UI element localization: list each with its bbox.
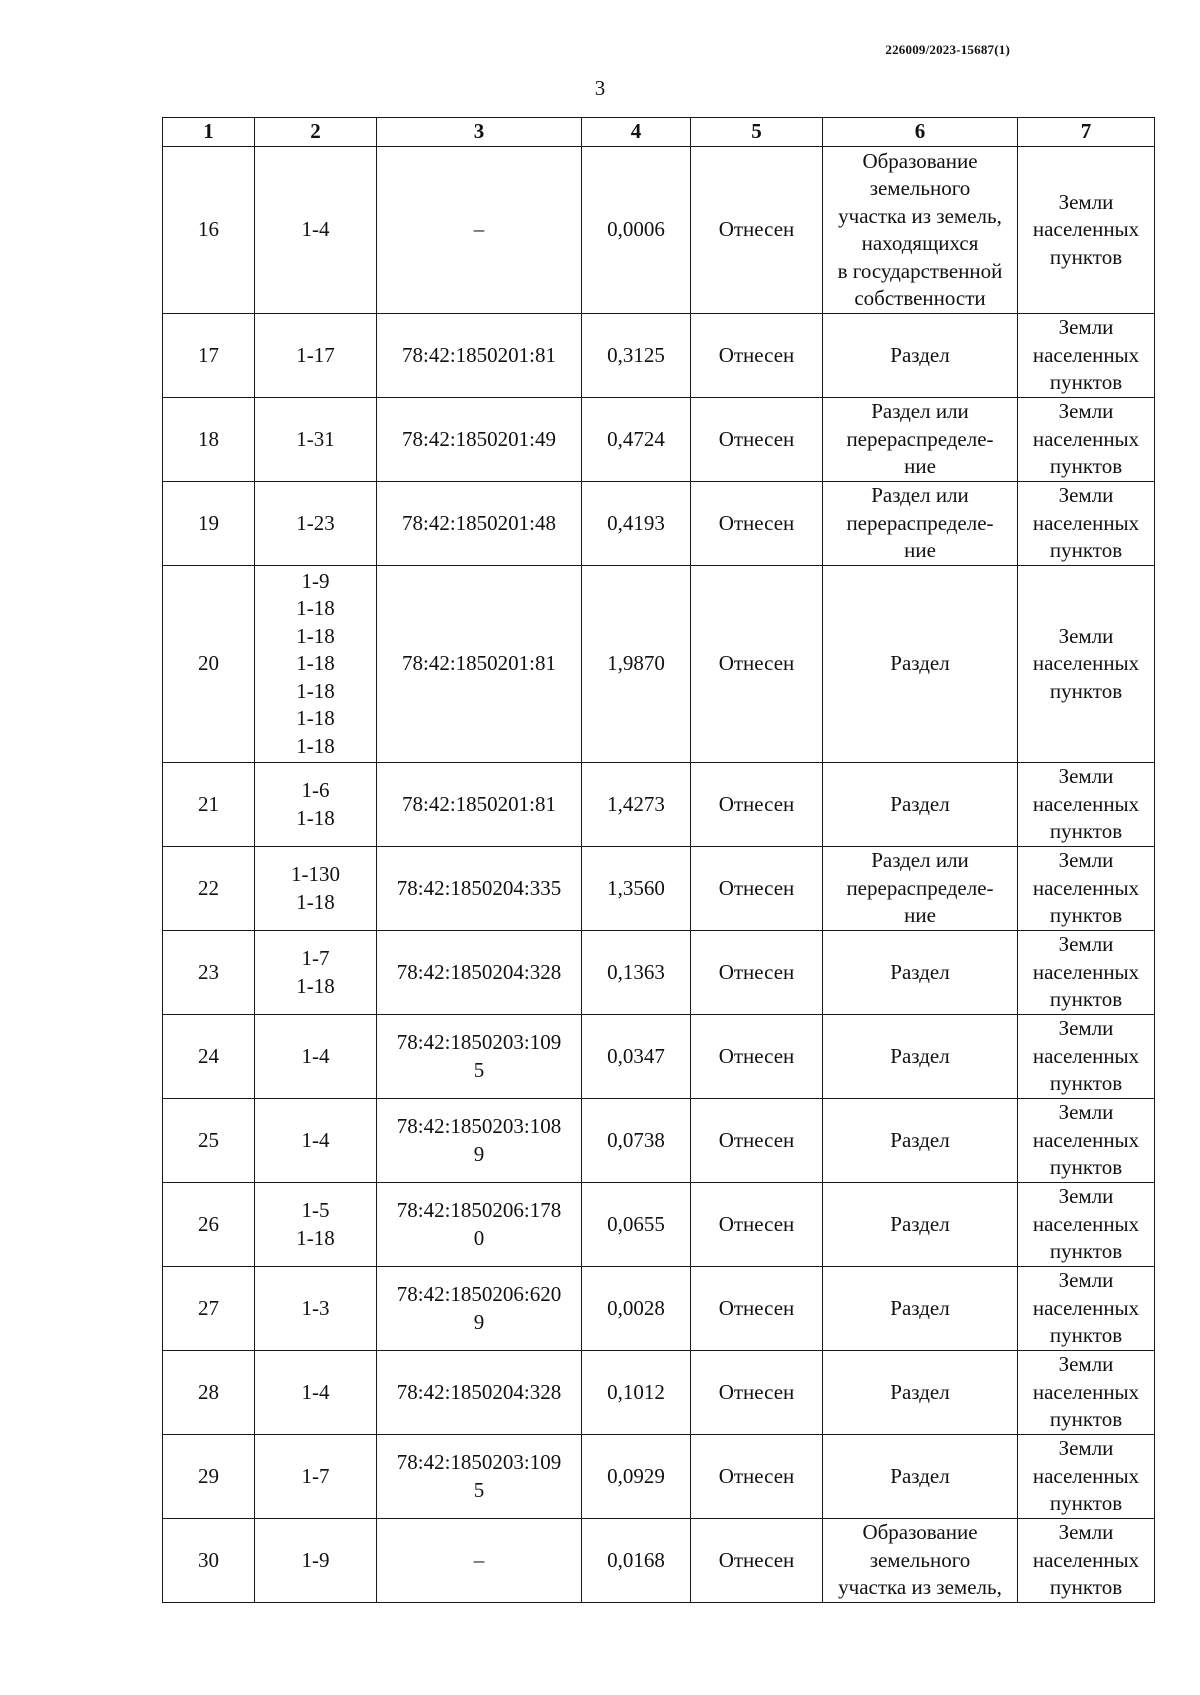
land-category-cell: Земли населенных пунктов bbox=[1018, 763, 1155, 847]
plot-numbers-cell: 1-31 bbox=[255, 398, 377, 482]
row-number-cell: 23 bbox=[163, 931, 255, 1015]
row-number-cell: 27 bbox=[163, 1267, 255, 1351]
land-category-cell: Земли населенных пунктов bbox=[1018, 931, 1155, 1015]
land-category-cell: Земли населенных пунктов bbox=[1018, 1015, 1155, 1099]
area-cell: 0,0738 bbox=[582, 1099, 691, 1183]
plot-numbers-cell: 1-5 1-18 bbox=[255, 1183, 377, 1267]
formation-method-cell: Раздел bbox=[823, 1015, 1018, 1099]
table-row bbox=[163, 847, 1155, 931]
status-cell: Отнесен bbox=[691, 763, 823, 847]
row-number-cell: 22 bbox=[163, 847, 255, 931]
area-cell: 1,3560 bbox=[582, 847, 691, 931]
cadastral-number-cell: 78:42:1850206:620 9 bbox=[377, 1267, 582, 1351]
status-cell: Отнесен bbox=[691, 1519, 823, 1603]
area-cell: 0,0929 bbox=[582, 1435, 691, 1519]
row-number-cell: 18 bbox=[163, 398, 255, 482]
cadastral-number-cell: 78:42:1850204:328 bbox=[377, 931, 582, 1015]
table-row bbox=[163, 1351, 1155, 1435]
cadastral-number-cell: – bbox=[377, 1519, 582, 1603]
land-category-cell: Земли населенных пунктов bbox=[1018, 1351, 1155, 1435]
cadastral-number-cell: 78:42:1850203:109 5 bbox=[377, 1435, 582, 1519]
table-header-row bbox=[163, 118, 1155, 147]
plot-numbers-cell: 1-4 bbox=[255, 147, 377, 314]
row-number-cell: 26 bbox=[163, 1183, 255, 1267]
status-cell: Отнесен bbox=[691, 931, 823, 1015]
table-row bbox=[163, 763, 1155, 847]
cadastral-number-cell: 78:42:1850206:178 0 bbox=[377, 1183, 582, 1267]
status-cell: Отнесен bbox=[691, 1267, 823, 1351]
row-number-cell: 25 bbox=[163, 1099, 255, 1183]
table-row bbox=[163, 931, 1155, 1015]
formation-method-cell: Образование земельного участка из земель, bbox=[823, 1519, 1018, 1603]
status-cell: Отнесен bbox=[691, 847, 823, 931]
formation-method-cell: Раздел bbox=[823, 1267, 1018, 1351]
cadastral-number-cell: 78:42:1850204:335 bbox=[377, 847, 582, 931]
cadastral-number-cell: 78:42:1850201:81 bbox=[377, 566, 582, 763]
status-cell: Отнесен bbox=[691, 1015, 823, 1099]
row-number-cell: 24 bbox=[163, 1015, 255, 1099]
status-cell: Отнесен bbox=[691, 1099, 823, 1183]
status-cell: Отнесен bbox=[691, 1183, 823, 1267]
area-cell: 0,0028 bbox=[582, 1267, 691, 1351]
cadastral-number-cell: 78:42:1850201:48 bbox=[377, 482, 582, 566]
land-category-cell: Земли населенных пунктов bbox=[1018, 1183, 1155, 1267]
area-cell: 0,4724 bbox=[582, 398, 691, 482]
status-cell: Отнесен bbox=[691, 566, 823, 763]
area-cell: 0,0006 bbox=[582, 147, 691, 314]
land-category-cell: Земли населенных пунктов bbox=[1018, 482, 1155, 566]
formation-method-cell: Раздел или перераспределе- ние bbox=[823, 847, 1018, 931]
status-cell: Отнесен bbox=[691, 482, 823, 566]
row-number-cell: 21 bbox=[163, 763, 255, 847]
status-cell: Отнесен bbox=[691, 398, 823, 482]
land-category-cell: Земли населенных пунктов bbox=[1018, 398, 1155, 482]
plot-numbers-cell: 1-7 bbox=[255, 1435, 377, 1519]
area-cell: 1,4273 bbox=[582, 763, 691, 847]
formation-method-cell: Образование земельного участка из земель, находящихся в государственной собственности bbox=[823, 147, 1018, 314]
plot-numbers-cell: 1-6 1-18 bbox=[255, 763, 377, 847]
table-row bbox=[163, 1183, 1155, 1267]
land-plots-table bbox=[162, 117, 1155, 1603]
formation-method-cell: Раздел или перераспределе- ние bbox=[823, 482, 1018, 566]
cadastral-number-cell: 78:42:1850203:108 9 bbox=[377, 1099, 582, 1183]
row-number-cell: 30 bbox=[163, 1519, 255, 1603]
table-row bbox=[163, 1519, 1155, 1603]
table-row bbox=[163, 147, 1155, 314]
formation-method-cell: Раздел или перераспределе- ние bbox=[823, 398, 1018, 482]
area-cell: 0,4193 bbox=[582, 482, 691, 566]
table-row bbox=[163, 482, 1155, 566]
plot-numbers-cell: 1-130 1-18 bbox=[255, 847, 377, 931]
row-number-cell: 19 bbox=[163, 482, 255, 566]
area-cell: 0,1012 bbox=[582, 1351, 691, 1435]
column-header: 2 bbox=[255, 118, 377, 147]
table-body bbox=[163, 147, 1155, 1603]
area-cell: 0,3125 bbox=[582, 314, 691, 398]
plot-numbers-cell: 1-4 bbox=[255, 1015, 377, 1099]
column-header: 5 bbox=[691, 118, 823, 147]
area-cell: 0,0655 bbox=[582, 1183, 691, 1267]
column-header: 6 bbox=[823, 118, 1018, 147]
formation-method-cell: Раздел bbox=[823, 1351, 1018, 1435]
row-number-cell: 29 bbox=[163, 1435, 255, 1519]
column-header: 4 bbox=[582, 118, 691, 147]
table-row bbox=[163, 566, 1155, 763]
formation-method-cell: Раздел bbox=[823, 763, 1018, 847]
cadastral-number-cell: 78:42:1850201:81 bbox=[377, 763, 582, 847]
plot-numbers-cell: 1-17 bbox=[255, 314, 377, 398]
row-number-cell: 17 bbox=[163, 314, 255, 398]
status-cell: Отнесен bbox=[691, 1351, 823, 1435]
cadastral-number-cell: 78:42:1850201:81 bbox=[377, 314, 582, 398]
plot-numbers-cell: 1-23 bbox=[255, 482, 377, 566]
row-number-cell: 28 bbox=[163, 1351, 255, 1435]
plot-numbers-cell: 1-4 bbox=[255, 1099, 377, 1183]
plot-numbers-cell: 1-4 bbox=[255, 1351, 377, 1435]
table-row bbox=[163, 1267, 1155, 1351]
cadastral-number-cell: – bbox=[377, 147, 582, 314]
formation-method-cell: Раздел bbox=[823, 1435, 1018, 1519]
plot-numbers-cell: 1-9 1-18 1-18 1-18 1-18 1-18 1-18 bbox=[255, 566, 377, 763]
column-header: 7 bbox=[1018, 118, 1155, 147]
land-category-cell: Земли населенных пунктов bbox=[1018, 1267, 1155, 1351]
land-category-cell: Земли населенных пунктов bbox=[1018, 847, 1155, 931]
table-row bbox=[163, 314, 1155, 398]
land-category-cell: Земли населенных пунктов bbox=[1018, 566, 1155, 763]
area-cell: 0,0347 bbox=[582, 1015, 691, 1099]
formation-method-cell: Раздел bbox=[823, 314, 1018, 398]
table-row bbox=[163, 1435, 1155, 1519]
plot-numbers-cell: 1-7 1-18 bbox=[255, 931, 377, 1015]
status-cell: Отнесен bbox=[691, 314, 823, 398]
row-number-cell: 16 bbox=[163, 147, 255, 314]
land-category-cell: Земли населенных пунктов bbox=[1018, 1519, 1155, 1603]
plot-numbers-cell: 1-9 bbox=[255, 1519, 377, 1603]
plot-numbers-cell: 1-3 bbox=[255, 1267, 377, 1351]
formation-method-cell: Раздел bbox=[823, 566, 1018, 763]
document-registration-number: 226009/2023-15687(1) bbox=[885, 42, 1010, 57]
cadastral-number-cell: 78:42:1850204:328 bbox=[377, 1351, 582, 1435]
page-number: 3 bbox=[594, 76, 606, 100]
row-number-cell: 20 bbox=[163, 566, 255, 763]
land-category-cell: Земли населенных пунктов bbox=[1018, 147, 1155, 314]
formation-method-cell: Раздел bbox=[823, 1099, 1018, 1183]
area-cell: 0,0168 bbox=[582, 1519, 691, 1603]
area-cell: 1,9870 bbox=[582, 566, 691, 763]
formation-method-cell: Раздел bbox=[823, 1183, 1018, 1267]
column-header: 1 bbox=[163, 118, 255, 147]
status-cell: Отнесен bbox=[691, 147, 823, 314]
table-row bbox=[163, 398, 1155, 482]
column-header: 3 bbox=[377, 118, 582, 147]
table-row bbox=[163, 1099, 1155, 1183]
land-category-cell: Земли населенных пунктов bbox=[1018, 314, 1155, 398]
cadastral-number-cell: 78:42:1850201:49 bbox=[377, 398, 582, 482]
land-category-cell: Земли населенных пунктов bbox=[1018, 1435, 1155, 1519]
area-cell: 0,1363 bbox=[582, 931, 691, 1015]
cadastral-number-cell: 78:42:1850203:109 5 bbox=[377, 1015, 582, 1099]
land-category-cell: Земли населенных пунктов bbox=[1018, 1099, 1155, 1183]
status-cell: Отнесен bbox=[691, 1435, 823, 1519]
table-row bbox=[163, 1015, 1155, 1099]
formation-method-cell: Раздел bbox=[823, 931, 1018, 1015]
